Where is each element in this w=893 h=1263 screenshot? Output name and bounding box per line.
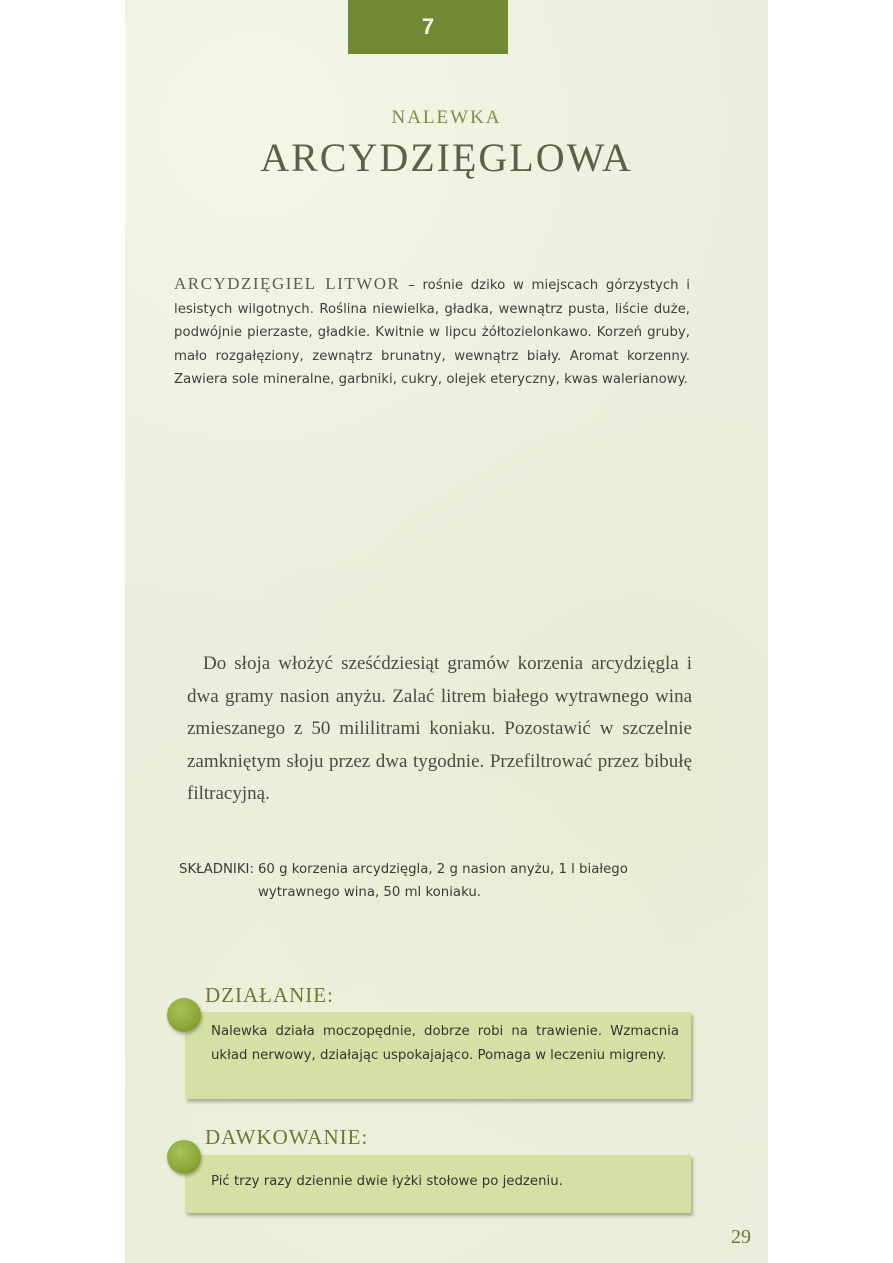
book-page (125, 0, 768, 1263)
recipe-kicker: NALEWKA (391, 107, 502, 128)
plant-description-text: – rośnie dziko w miejscach górzystych i lesistych wilgotnych. Roślina niewielka, gładka, wewnątrz pusta, liście duże, podwójnie pierzaste, gładkie. Kwitnie w lipcu żółtozielonkawo. Korzeń gruby, mało rozgałęziony, zewnątrz brunatny, wewnątrz biały. Aromat korzenny. Zawiera sole mineralne, garbniki, cukry, olejek eteryczny, kwas walerianowy. (174, 278, 690, 387)
bullet-circle-icon (167, 998, 201, 1032)
ingredients-value: 60 g korzenia arcydzięgla, 2 g nasion anyżu, 1 l białego wytrawnego wina, 50 ml koniaku. (257, 862, 628, 900)
section-box-action (185, 1012, 691, 1099)
section-title-dosage: DAWKOWANIE: (205, 1125, 369, 1149)
section-text-action: Nalewka działa moczopędnie, dobrze robi na trawienie. Wzmacnia układ nerwowy, działając uspokajająco. Pomaga w leczeniu migreny. (211, 1024, 679, 1063)
ingredients-label: SKŁADNIKI: (179, 862, 254, 877)
page-number: 29 (731, 1226, 751, 1248)
section-box-dosage (185, 1155, 691, 1213)
plant-description (174, 272, 690, 392)
section-title-action: DZIAŁANIE: (205, 983, 334, 1007)
ingredients (179, 858, 699, 904)
bullet-circle-icon (167, 1140, 201, 1174)
plant-name: ARCYDZIĘGIEL LITWOR (174, 274, 401, 293)
chapter-number-tab (348, 0, 508, 54)
recipe-instructions: Do słoja włożyć sześćdziesiąt gramów korzenia arcydzięgla i dwa gramy nasion anyżu. Zalać litrem białego wytrawnego wina zmieszanego z 50 mililitrami koniaku. Pozostawić w szczelnie zamkniętym słoju przez dwa tygodnie. Przefiltrować przez bibułę filtracyjną. (187, 653, 692, 804)
section-text-dosage: Pić trzy razy dziennie dwie łyżki stołowe po jedzeniu. (211, 1174, 563, 1189)
chapter-number: 7 (421, 14, 435, 39)
recipe-title: ARCYDZIĘGLOWA (260, 135, 633, 180)
